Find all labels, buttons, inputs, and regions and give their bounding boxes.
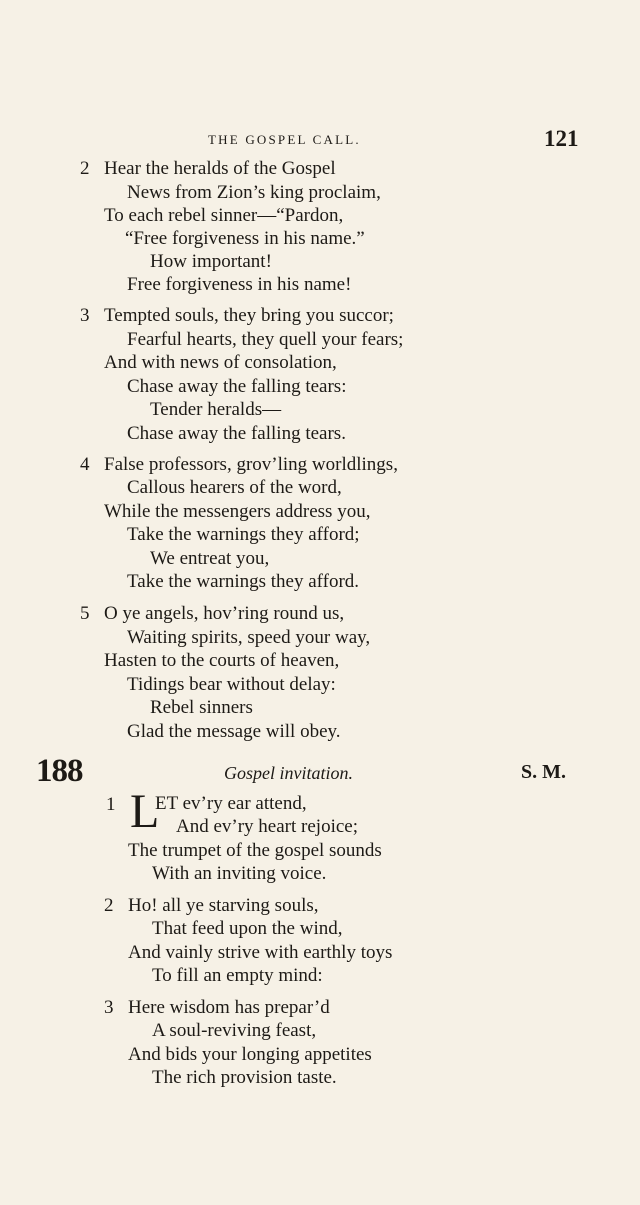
verse-line: Fearful hearts, they quell your fears; — [127, 329, 404, 350]
verse-line: A soul-reviving feast, — [152, 1020, 317, 1041]
verse-line: Hasten to the courts of heaven, — [104, 650, 340, 671]
stanza-number: 3 — [104, 997, 114, 1018]
running-head — [0, 126, 640, 151]
verse-line: And with news of consolation, — [104, 352, 337, 373]
verse-line: Free forgiveness in his name! — [127, 274, 352, 295]
stanza-number: 2 — [104, 895, 114, 916]
verse-line: We entreat you, — [150, 548, 270, 569]
stanza-number: 4 — [80, 454, 90, 475]
page-number: 121 — [544, 126, 579, 151]
hymn-meter: S. M. — [521, 761, 566, 783]
verse-line: ET ev’ry ear attend, — [155, 793, 307, 814]
verse-line: O ye angels, hov’ring round us, — [104, 603, 345, 624]
verse-line: Tempted souls, they bring you succor; — [104, 305, 394, 326]
verse-line: Waiting spirits, speed your way, — [127, 627, 371, 648]
hymn-number: 188 — [36, 753, 83, 789]
verse-line: Tender heralds— — [150, 399, 282, 420]
hymn-title: Gospel invitation. — [224, 763, 353, 783]
verse-line: News from Zion’s king proclaim, — [127, 182, 381, 203]
verse-line: Chase away the falling tears. — [127, 423, 346, 444]
verse-line: To fill an empty mind: — [152, 965, 323, 986]
verse-line: How important! — [150, 251, 272, 272]
stanza-number: 2 — [80, 158, 90, 179]
verse-line: Hear the heralds of the Gospel — [104, 158, 336, 179]
verse-line: Take the warnings they afford. — [127, 571, 360, 592]
verse-line: And ev’ry heart rejoice; — [176, 816, 358, 837]
stanza-number: 3 — [80, 305, 90, 326]
verse-line: The trumpet of the gospel sounds — [128, 840, 382, 861]
verse-line: That feed upon the wind, — [152, 918, 343, 939]
stanza-number: 5 — [80, 603, 90, 624]
verse-line: Take the warnings they afford; — [127, 524, 360, 545]
verse-line: While the messengers address you, — [104, 501, 371, 522]
verse-line: Here wisdom has prepar’d — [128, 997, 330, 1018]
verse-line: Chase away the falling tears: — [127, 376, 347, 397]
verse-line: And bids your longing appetites — [128, 1044, 372, 1065]
stanza-number: 1 — [106, 794, 116, 815]
drop-cap: L — [130, 785, 160, 838]
verse-line: With an inviting voice. — [152, 863, 327, 884]
verse-line: To each rebel sinner—“Pardon, — [104, 205, 344, 226]
verse-line: Tidings bear without delay: — [127, 674, 336, 695]
running-title: THE GOSPEL CALL. — [208, 132, 361, 147]
verse-line: The rich provision taste. — [152, 1067, 337, 1088]
verse-line: Rebel sinners — [150, 697, 253, 718]
verse-line: And vainly strive with earthly toys — [128, 942, 393, 963]
verse-line: Glad the message will obey. — [127, 721, 341, 742]
verse-line: False professors, grov’ling worldlings, — [104, 454, 398, 475]
verse-line: “Free forgiveness in his name.” — [125, 228, 365, 249]
verse-line: Callous hearers of the word, — [127, 477, 342, 498]
verse-line: Ho! all ye starving souls, — [128, 895, 319, 916]
